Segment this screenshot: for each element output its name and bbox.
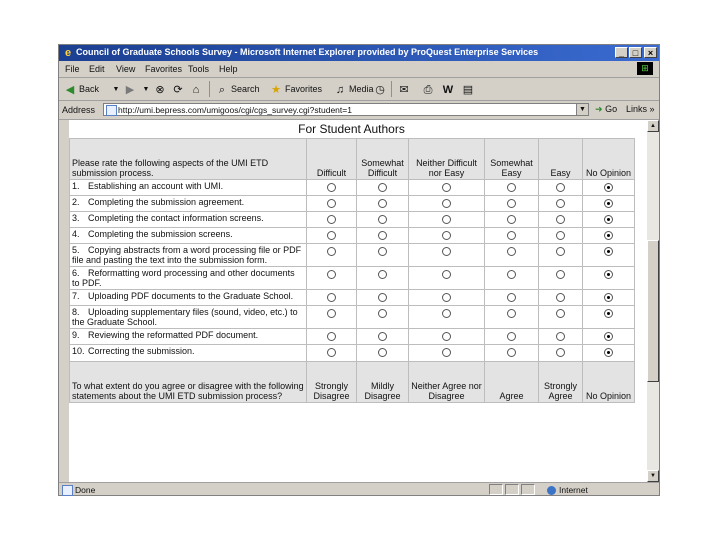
radio-cell	[583, 244, 635, 267]
rating-radio[interactable]	[442, 348, 451, 357]
question-text: Correcting the submission.	[88, 346, 195, 356]
media-button[interactable]	[333, 81, 374, 97]
question-text: Uploading PDF documents to the Graduate School.	[88, 291, 294, 301]
question-cell	[70, 180, 307, 196]
radio-cell	[357, 290, 409, 306]
radio-cell	[409, 290, 485, 306]
links-button[interactable]	[626, 104, 655, 114]
rating-radio[interactable]	[378, 199, 387, 208]
rating-radio[interactable]	[327, 293, 336, 302]
question-text: Completing the submission agreement.	[88, 197, 245, 207]
question-number: 4.	[72, 229, 80, 239]
scroll-down-button[interactable]: ▼	[647, 470, 659, 482]
rating-radio[interactable]	[507, 293, 516, 302]
status-cell	[489, 484, 503, 495]
radio-cell	[409, 196, 485, 212]
menu-tools[interactable]: Tools	[188, 64, 210, 74]
media-label: Media	[349, 84, 374, 94]
column-header: Mildly Disagree	[357, 362, 409, 403]
page-done-icon	[62, 485, 73, 496]
radio-cell	[539, 329, 583, 345]
rating-radio[interactable]	[327, 199, 336, 208]
address-bar	[59, 101, 659, 120]
radio-cell	[539, 345, 583, 362]
radio-cell	[357, 306, 409, 329]
question-cell	[70, 212, 307, 228]
refresh-button[interactable]	[171, 81, 187, 97]
question-text: Establishing an account with UMI.	[88, 181, 224, 191]
survey-question-row	[70, 244, 635, 267]
radio-cell	[409, 212, 485, 228]
rating-radio[interactable]	[556, 270, 565, 279]
radio-cell	[539, 290, 583, 306]
rating-radio[interactable]	[378, 270, 387, 279]
radio-cell	[307, 180, 357, 196]
rating-radio[interactable]	[556, 215, 565, 224]
rating-radio[interactable]	[604, 231, 613, 240]
rating-prompt: Please rate the following aspects of the UMI ETD submission process.	[70, 139, 307, 180]
question-cell	[70, 329, 307, 345]
survey-page	[69, 120, 647, 482]
question-text: Reviewing the reformatted PDF document.	[88, 330, 259, 340]
question-cell	[70, 290, 307, 306]
radio-cell	[583, 306, 635, 329]
search-button[interactable]	[215, 81, 260, 97]
question-number: 7.	[72, 291, 80, 301]
home-icon: ⌂	[192, 83, 200, 96]
question-text: Completing the contact information screens.	[88, 213, 264, 223]
column-header: Difficult	[307, 139, 357, 180]
radio-cell	[307, 290, 357, 306]
rating-radio[interactable]	[442, 199, 451, 208]
rating-radio[interactable]	[604, 332, 613, 341]
discuss-button[interactable]	[461, 81, 477, 97]
question-number: 9.	[72, 330, 80, 340]
rating-radio[interactable]	[507, 183, 516, 192]
chevron-right-icon: »	[649, 104, 655, 114]
menu-favorites[interactable]: Favorites	[145, 64, 183, 74]
question-number: 10.	[72, 346, 85, 356]
rating-radio[interactable]	[378, 293, 387, 302]
radio-cell	[485, 329, 539, 345]
address-label: Address	[62, 105, 96, 115]
rating-radio[interactable]	[556, 348, 565, 357]
status-cell	[521, 484, 535, 495]
survey-question-row	[70, 306, 635, 329]
printer-icon: ⎙	[423, 83, 433, 96]
agreement-header-row	[70, 362, 635, 403]
radio-cell	[485, 306, 539, 329]
history-button[interactable]	[373, 81, 389, 97]
left-gutter	[59, 120, 69, 482]
survey-question-row	[70, 212, 635, 228]
section-title: For Student Authors	[298, 122, 405, 136]
menu-file[interactable]: File	[65, 64, 80, 74]
discuss-icon: ▤	[462, 83, 474, 96]
chevron-down-icon: ▼	[112, 85, 120, 93]
column-header: Agree	[485, 362, 539, 403]
radio-cell	[485, 212, 539, 228]
rating-radio[interactable]	[556, 231, 565, 240]
agreement-prompt: To what extent do you agree or disagree with the following statements about the UMI ETD submission process?	[70, 362, 307, 403]
status-bar	[59, 482, 659, 496]
forward-arrow-icon: ▶	[125, 83, 135, 96]
question-cell	[70, 196, 307, 212]
rating-radio[interactable]	[442, 215, 451, 224]
radio-cell	[485, 345, 539, 362]
rating-radio[interactable]	[378, 309, 387, 318]
radio-cell	[409, 267, 485, 290]
menu-view[interactable]: View	[116, 64, 136, 74]
question-number: 1.	[72, 181, 80, 191]
radio-cell	[583, 290, 635, 306]
media-icon: ♫	[335, 83, 345, 96]
rating-radio[interactable]	[378, 215, 387, 224]
radio-cell	[357, 212, 409, 228]
favorites-button[interactable]	[269, 81, 322, 97]
survey-question-row	[70, 267, 635, 290]
rating-radio[interactable]	[556, 183, 565, 192]
radio-cell	[357, 196, 409, 212]
radio-cell	[409, 180, 485, 196]
rating-radio[interactable]	[327, 348, 336, 357]
word-icon: W	[442, 83, 454, 96]
browser-window	[58, 44, 660, 496]
rating-radio[interactable]	[507, 348, 516, 357]
rating-radio[interactable]	[507, 332, 516, 341]
question-text: Uploading supplementary files (sound, video, etc.) to the Graduate School.	[72, 307, 298, 327]
rating-radio[interactable]	[378, 183, 387, 192]
maximize-button[interactable]: □	[629, 47, 642, 58]
ie-logo-icon: e	[64, 47, 72, 59]
search-icon: ⌕	[218, 83, 226, 96]
page-icon	[106, 105, 117, 116]
rating-radio[interactable]	[442, 332, 451, 341]
rating-radio[interactable]	[378, 231, 387, 240]
rating-radio[interactable]	[604, 270, 613, 279]
rating-radio[interactable]	[604, 348, 613, 357]
question-text: Reformatting word processing and other documents to PDF.	[72, 268, 295, 288]
rating-radio[interactable]	[604, 199, 613, 208]
title-bar	[59, 45, 659, 61]
rating-radio[interactable]	[507, 309, 516, 318]
question-number: 6.	[72, 268, 80, 278]
rating-radio[interactable]	[442, 309, 451, 318]
column-header: Somewhat Easy	[485, 139, 539, 180]
rating-radio[interactable]	[604, 293, 613, 302]
rating-radio[interactable]	[556, 247, 565, 256]
question-number: 3.	[72, 213, 80, 223]
menu-edit[interactable]: Edit	[89, 64, 105, 74]
radio-cell	[307, 329, 357, 345]
radio-cell	[539, 244, 583, 267]
radio-cell	[307, 267, 357, 290]
survey-question-row	[70, 329, 635, 345]
home-button[interactable]	[189, 81, 205, 97]
mail-button[interactable]	[397, 81, 413, 97]
rating-header-row	[70, 139, 635, 180]
rating-radio[interactable]	[378, 348, 387, 357]
rating-radio[interactable]	[604, 215, 613, 224]
radio-cell	[583, 228, 635, 244]
mail-icon: ✉	[399, 83, 409, 96]
question-cell	[70, 306, 307, 329]
window-title: Council of Graduate Schools Survey - Microsoft Internet Explorer provided by ProQuest Enterprise Services	[76, 47, 539, 57]
favorites-label: Favorites	[285, 84, 323, 94]
rating-radio[interactable]	[327, 332, 336, 341]
radio-cell	[485, 196, 539, 212]
radio-cell	[409, 228, 485, 244]
question-cell	[70, 345, 307, 362]
survey-table	[69, 138, 635, 403]
address-input[interactable]	[103, 103, 589, 116]
rating-radio[interactable]	[556, 309, 565, 318]
rating-radio[interactable]	[442, 247, 451, 256]
column-header: Neither Agree nor Disagree	[409, 362, 485, 403]
radio-cell	[307, 306, 357, 329]
page-content	[59, 120, 659, 482]
question-number: 8.	[72, 307, 80, 317]
column-header: No Opinion	[583, 362, 635, 403]
go-arrow-icon: ➜	[595, 104, 603, 114]
rating-radio[interactable]	[442, 293, 451, 302]
rating-radio[interactable]	[442, 270, 451, 279]
radio-cell	[357, 180, 409, 196]
survey-question-row	[70, 196, 635, 212]
question-number: 5.	[72, 245, 80, 255]
survey-question-row	[70, 290, 635, 306]
status-text: Done	[75, 485, 96, 495]
rating-radio[interactable]	[327, 183, 336, 192]
column-header: Neither Difficult nor Easy	[409, 139, 485, 180]
radio-cell	[583, 345, 635, 362]
security-zone	[547, 485, 588, 495]
radio-cell	[485, 290, 539, 306]
toolbar-separator	[209, 81, 210, 97]
rating-radio[interactable]	[507, 247, 516, 256]
rating-radio[interactable]	[556, 332, 565, 341]
rating-radio[interactable]	[442, 231, 451, 240]
rating-radio[interactable]	[507, 231, 516, 240]
radio-cell	[539, 180, 583, 196]
rating-radio[interactable]	[327, 309, 336, 318]
vertical-scrollbar[interactable]	[647, 120, 659, 482]
stop-icon: ⊗	[155, 83, 165, 96]
column-header: Easy	[539, 139, 583, 180]
radio-cell	[409, 244, 485, 267]
rating-radio[interactable]	[507, 270, 516, 279]
question-cell	[70, 228, 307, 244]
radio-cell	[583, 267, 635, 290]
radio-cell	[539, 228, 583, 244]
rating-radio[interactable]	[604, 309, 613, 318]
radio-cell	[307, 244, 357, 267]
radio-cell	[485, 267, 539, 290]
stop-button[interactable]	[153, 81, 169, 97]
column-header: Strongly Agree	[539, 362, 583, 403]
zone-label: Internet	[559, 485, 588, 495]
close-button[interactable]: ×	[644, 47, 657, 58]
back-arrow-icon: ◀	[65, 83, 75, 96]
radio-cell	[307, 228, 357, 244]
survey-items	[70, 180, 635, 362]
radio-cell	[307, 345, 357, 362]
rating-radio[interactable]	[327, 247, 336, 256]
survey-question-row	[70, 180, 635, 196]
radio-cell	[583, 196, 635, 212]
star-icon: ★	[271, 83, 281, 96]
rating-radio[interactable]	[327, 231, 336, 240]
radio-cell	[539, 267, 583, 290]
rating-radio[interactable]	[604, 183, 613, 192]
menu-help[interactable]: Help	[219, 64, 238, 74]
radio-cell	[307, 196, 357, 212]
rating-radio[interactable]	[507, 199, 516, 208]
radio-cell	[539, 196, 583, 212]
radio-cell	[357, 228, 409, 244]
minimize-button[interactable]: _	[615, 47, 628, 58]
radio-cell	[539, 306, 583, 329]
menu-bar	[59, 61, 659, 78]
windows-flag-icon: ⊞	[637, 62, 653, 75]
go-label: Go	[605, 104, 618, 114]
toolbar	[59, 78, 659, 101]
scroll-up-button[interactable]: ▲	[647, 120, 659, 132]
radio-cell	[583, 329, 635, 345]
column-header: No Opinion	[583, 139, 635, 180]
globe-icon	[547, 486, 556, 495]
chevron-down-icon: ▼	[142, 85, 150, 93]
edit-button[interactable]	[441, 81, 457, 97]
print-button[interactable]	[421, 81, 437, 97]
column-header: Strongly Disagree	[307, 362, 357, 403]
rating-radio[interactable]	[378, 332, 387, 341]
rating-radio[interactable]	[556, 293, 565, 302]
go-button[interactable]	[595, 104, 617, 115]
radio-cell	[485, 228, 539, 244]
survey-question-row	[70, 345, 635, 362]
question-text: Completing the submission screens.	[88, 229, 233, 239]
history-icon: ◷	[375, 83, 385, 96]
question-number: 2.	[72, 197, 80, 207]
search-label: Search	[231, 84, 260, 94]
scroll-thumb[interactable]	[647, 240, 659, 382]
radio-cell	[357, 267, 409, 290]
radio-cell	[583, 212, 635, 228]
rating-radio[interactable]	[604, 247, 613, 256]
radio-cell	[409, 345, 485, 362]
radio-cell	[357, 345, 409, 362]
rating-radio[interactable]	[378, 247, 387, 256]
survey-question-row	[70, 228, 635, 244]
back-label: Back	[79, 84, 100, 94]
rating-radio[interactable]	[556, 199, 565, 208]
question-cell	[70, 244, 307, 267]
radio-cell	[357, 329, 409, 345]
radio-cell	[409, 306, 485, 329]
forward-button[interactable]	[123, 81, 139, 97]
links-label: Links	[626, 104, 648, 114]
column-header: Somewhat Difficult	[357, 139, 409, 180]
rating-radio[interactable]	[507, 215, 516, 224]
address-dropdown-icon[interactable]: ▼	[576, 104, 588, 115]
radio-cell	[539, 212, 583, 228]
radio-cell	[307, 212, 357, 228]
address-url: http://umi.bepress.com/umigoos/cgi/cgs_survey.cgi?student=1	[118, 105, 352, 115]
rating-radio[interactable]	[327, 270, 336, 279]
status-cell	[505, 484, 519, 495]
radio-cell	[485, 180, 539, 196]
rating-radio[interactable]	[442, 183, 451, 192]
radio-cell	[357, 244, 409, 267]
radio-cell	[485, 244, 539, 267]
radio-cell	[583, 180, 635, 196]
question-text: Copying abstracts from a word processing file or PDF file and pasting the text into the submission form.	[72, 245, 302, 265]
back-button[interactable]	[63, 81, 99, 97]
refresh-icon: ⟳	[173, 83, 183, 96]
question-cell	[70, 267, 307, 290]
toolbar-separator	[391, 81, 392, 97]
radio-cell	[409, 329, 485, 345]
rating-radio[interactable]	[327, 215, 336, 224]
